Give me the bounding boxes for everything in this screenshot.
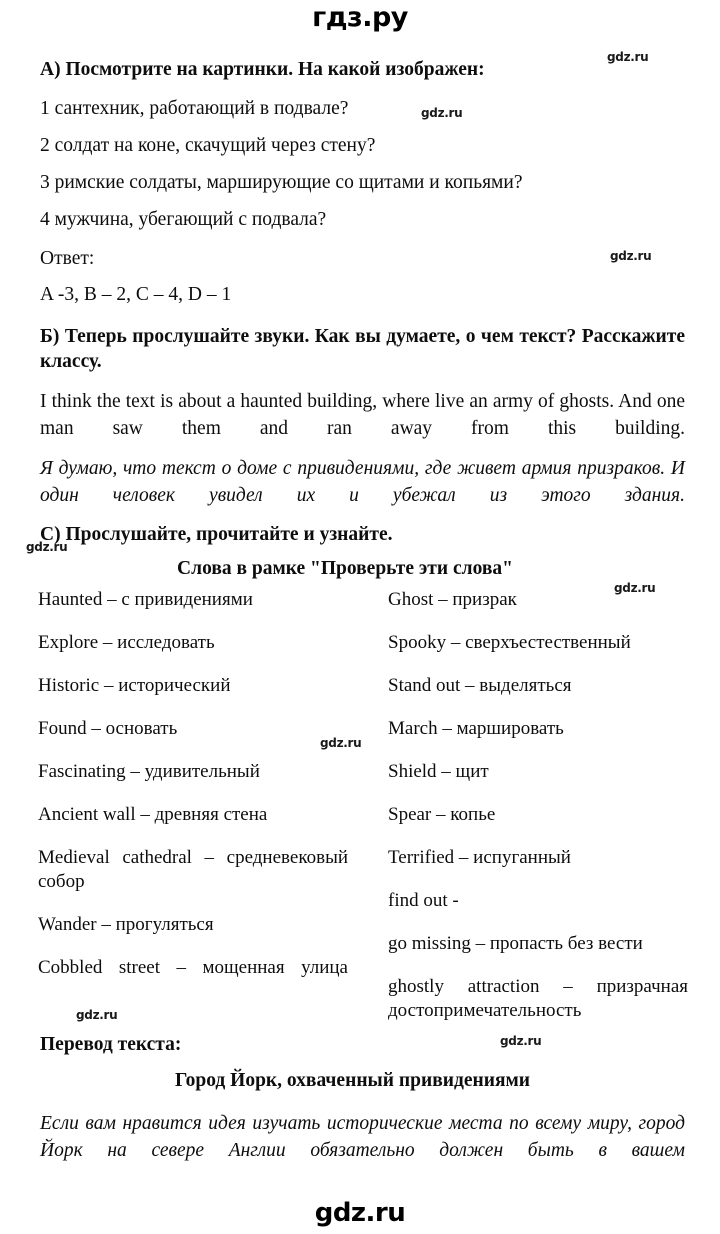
exercise-b-heading: Б) Теперь прослушайте звуки. Как вы думаете, о чем текст? Расскажите классу. — [40, 326, 685, 372]
watermark: gdz.ru — [26, 540, 68, 554]
watermark: gdz.ru — [421, 106, 463, 120]
watermark: gdz.ru — [320, 736, 362, 750]
vocabulary-item: Historic – исторический — [38, 675, 231, 696]
exercise-a-question-4: 4 мужчина, убегающий с подвала? — [40, 209, 327, 230]
vocabulary-item: Stand out – выделяться — [388, 675, 572, 696]
vocabulary-item: Explore – исследовать — [38, 632, 215, 653]
exercise-a-answer-label: Ответ: — [40, 248, 95, 269]
watermark: gdz.ru — [500, 1034, 542, 1048]
vocabulary-column-right — [388, 588, 688, 1042]
vocabulary-item: Haunted – с привидениями — [38, 589, 253, 610]
vocabulary-item: Found – основать — [38, 718, 178, 739]
exercise-a-question-3: 3 римские солдаты, марширующие со щитами и копьями? — [40, 172, 523, 193]
vocabulary-item: March – маршировать — [388, 718, 564, 739]
vocabulary-item: find out - — [388, 890, 459, 911]
vocabulary-item: Ancient wall – древняя стена — [38, 804, 268, 825]
site-logo-header: гдз.ру — [312, 2, 408, 33]
watermark: gdz.ru — [614, 581, 656, 595]
exercise-a-question-1: 1 сантехник, работающий в подвале? — [40, 98, 349, 119]
exercise-b-russian-answer: Я думаю, что текст о доме с привидениями, где живет армия призраков. И один человек увидел их и убежал из этого здания. — [40, 458, 685, 506]
translation-title: Город Йорк, охваченный привидениями — [174, 1070, 531, 1091]
vocabulary-item: Wander – прогуляться — [38, 914, 214, 935]
vocabulary-item: Shield – щит — [388, 761, 489, 782]
exercise-a-heading: А) Посмотрите на картинки. На какой изображен: — [40, 59, 485, 80]
vocabulary-item: go missing – пропасть без вести — [388, 933, 643, 954]
vocabulary-item: Medieval cathedral – средневековый собор — [38, 847, 348, 892]
vocabulary-item: Spear – копье — [388, 804, 496, 825]
vocabulary-column-left — [38, 588, 348, 999]
translation-label: Перевод текста: — [40, 1034, 182, 1055]
vocabulary-item: Terrified – испуганный — [388, 847, 571, 868]
vocabulary-item: Spooky – сверхъестественный — [388, 632, 631, 653]
vocabulary-item: Cobbled street – мощенная улица — [38, 957, 348, 978]
exercise-a-question-2: 2 солдат на коне, скачущий через стену? — [40, 135, 376, 156]
translation-body: Если вам нравится идея изучать исторические места по всему миру, город Йорк на севере Англии обязательно должен быть в вашем — [40, 1113, 685, 1161]
watermark: gdz.ru — [607, 50, 649, 64]
watermark: gdz.ru — [76, 1008, 118, 1022]
exercise-c-heading: C) Прослушайте, прочитайте и узнайте. — [40, 524, 393, 545]
exercise-b-english-answer: I think the text is about a haunted building, where live an army of ghosts. And one man saw them and ran away from this building. — [40, 391, 685, 439]
vocabulary-item: ghostly attraction – призрачная достопримечательность — [388, 976, 688, 1021]
vocab-box-title: Слова в рамке "Проверьте эти слова" — [177, 558, 513, 579]
site-logo-footer: gdz.ru — [314, 1198, 406, 1228]
watermark: gdz.ru — [610, 249, 652, 263]
vocabulary-item: Fascinating – удивительный — [38, 761, 260, 782]
vocabulary-item: Ghost – призрак — [388, 589, 517, 610]
exercise-a-answer-value: A -3, B – 2, C – 4, D – 1 — [40, 284, 232, 305]
